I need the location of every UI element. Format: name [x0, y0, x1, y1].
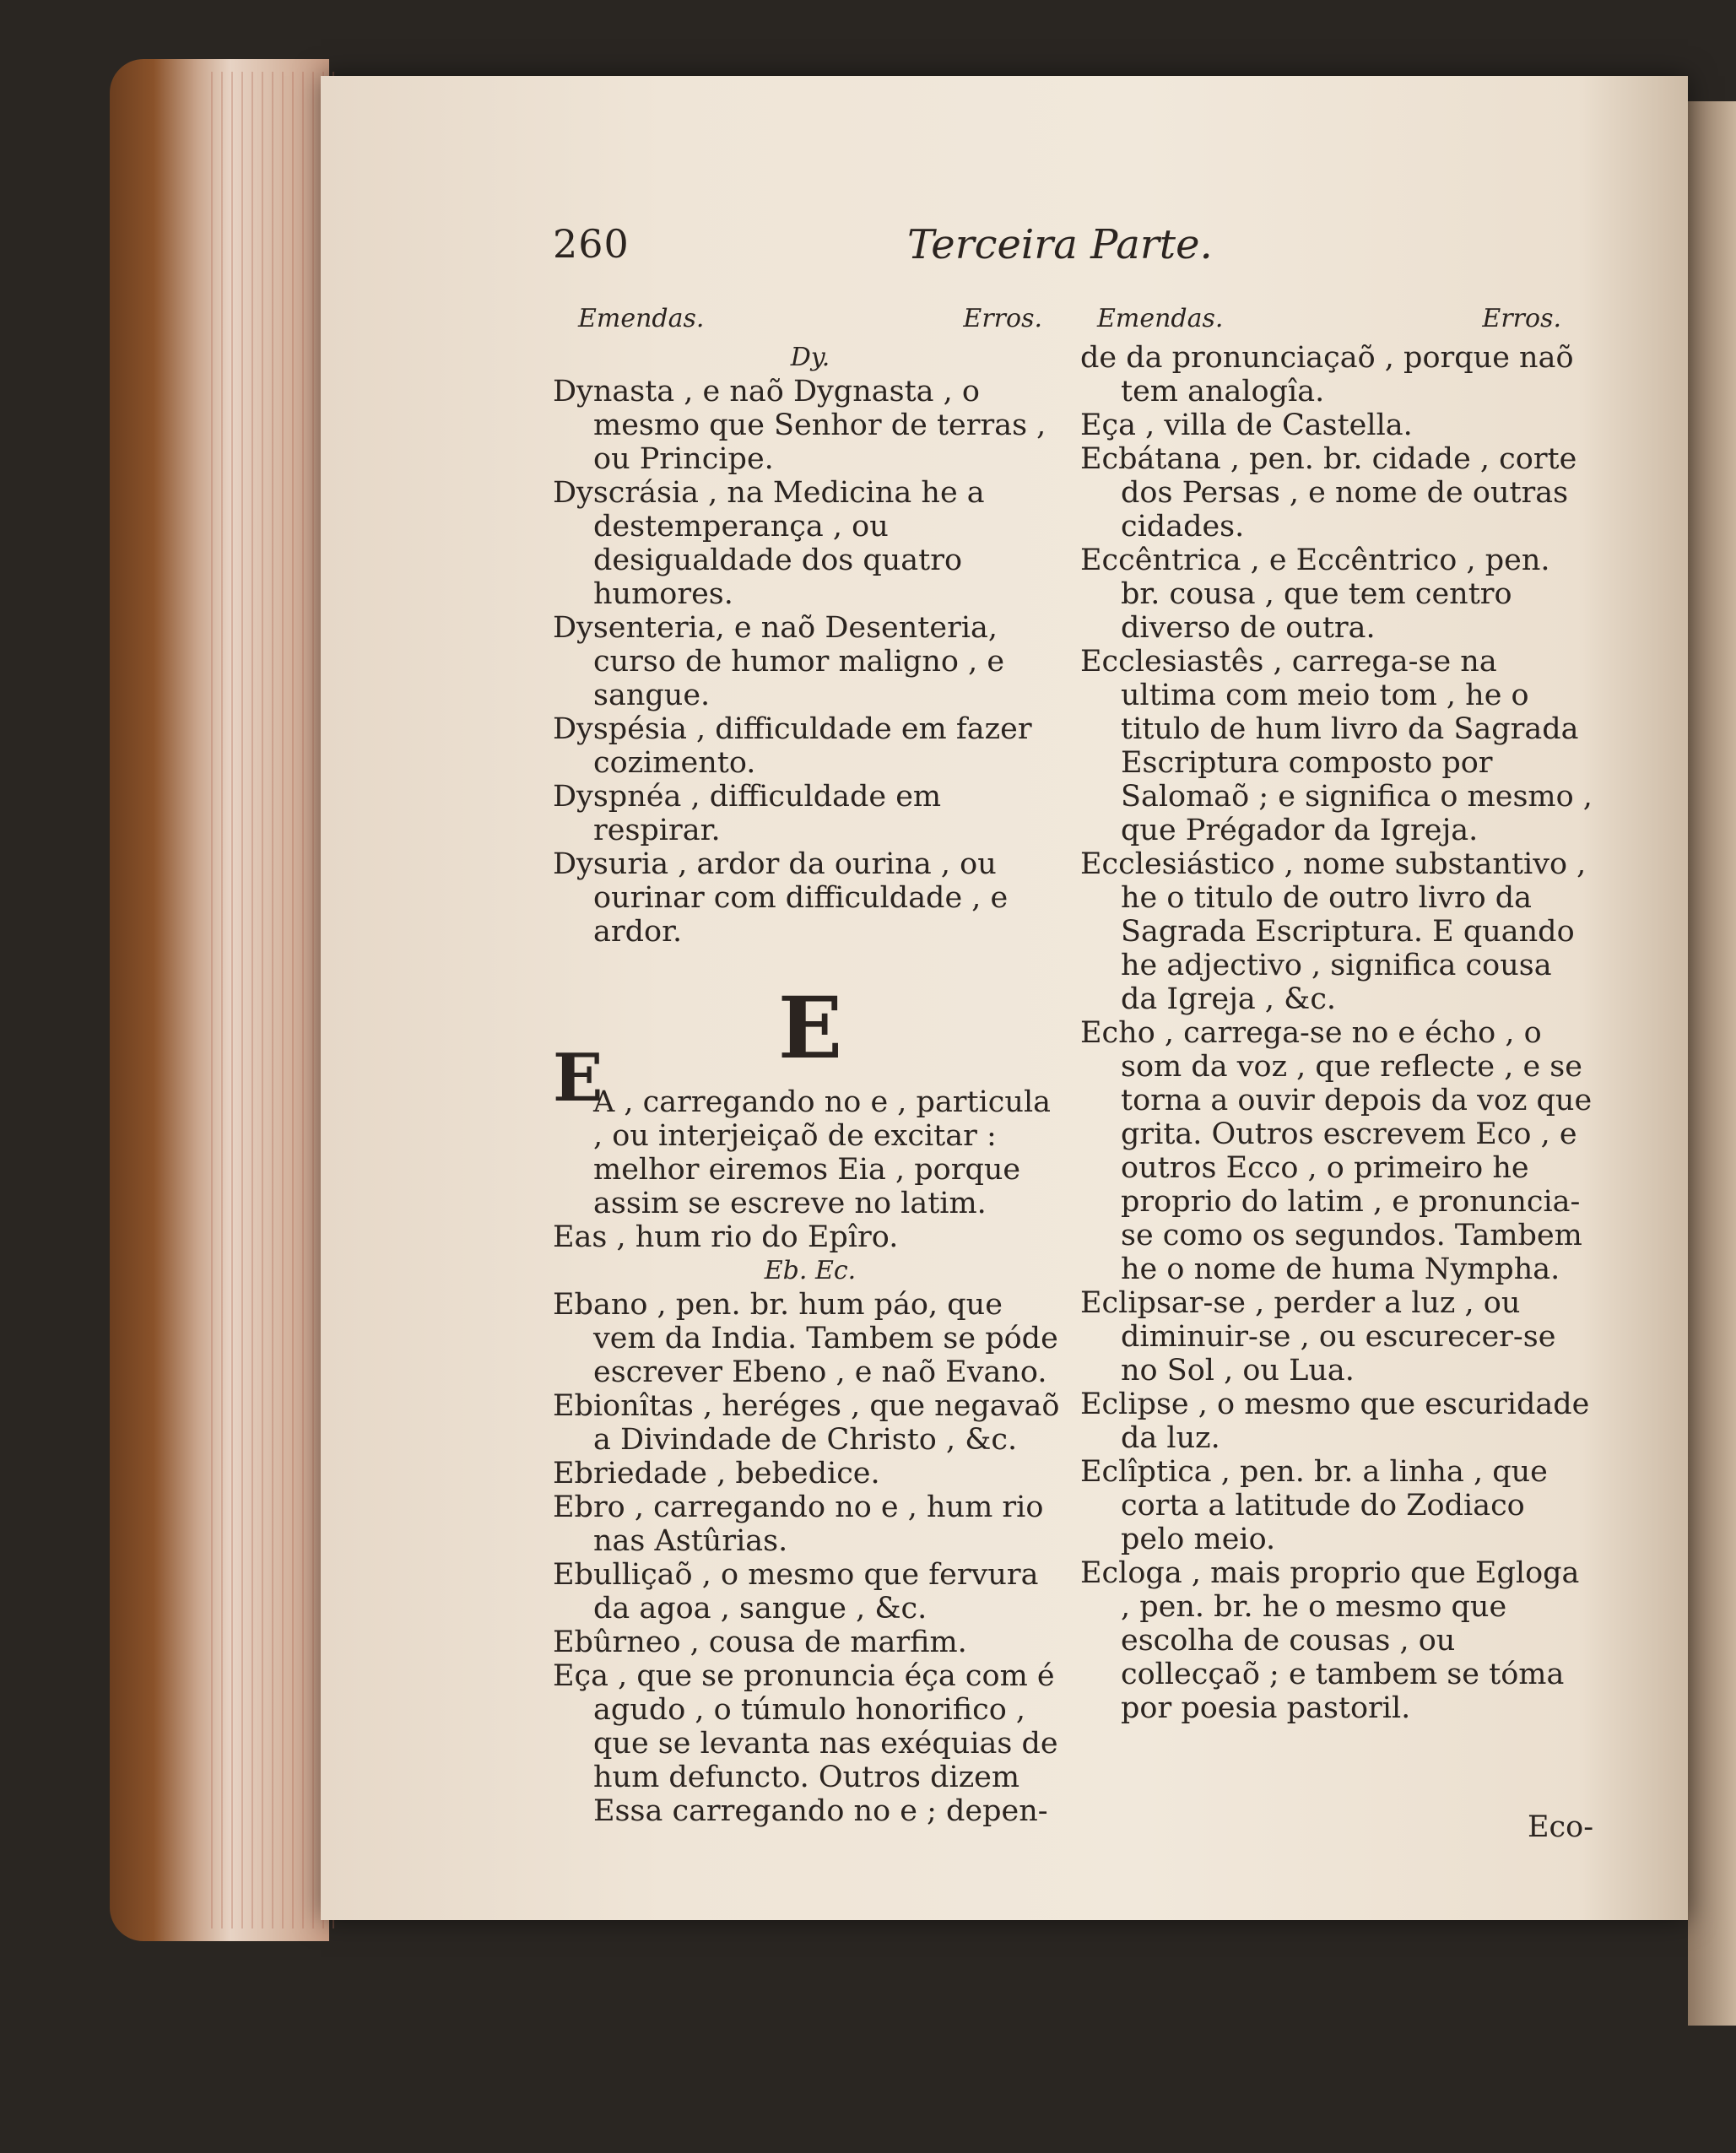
catchword: Eco- [1528, 1810, 1594, 1844]
entry: Dynasta , e naõ Dygnasta , o mesmo que Senhor de terras , ou Principe. [553, 375, 1046, 476]
page-edges [211, 72, 338, 1929]
facing-page-edge [1688, 101, 1736, 2026]
entry: Ebano , pen. br. hum páo, que vem da India. Tambem se póde escrever Ebeno , e naõ Evano. [553, 1288, 1058, 1389]
entry: Ebionîtas , heréges , que negavaõ a Divindade de Christo , &c. [553, 1389, 1060, 1457]
entry: Dysenteria, e naõ Desenteria, curso de humor maligno , e sangue. [553, 611, 1005, 712]
entry: Dyspnéa , difficuldade em respirar. [553, 780, 942, 847]
left-column [553, 304, 1068, 1828]
header-erros: Erros. [963, 304, 1042, 333]
entry: de da pronunciaçaõ , porque naõ tem analogîa. [1080, 341, 1574, 408]
right-column [1080, 304, 1595, 1725]
entry: Ebro , carregando no e , hum rio nas Astûrias. [553, 1490, 1044, 1558]
running-head [553, 221, 1253, 272]
page-number: 260 [553, 221, 630, 267]
header-emendas: Emendas. [578, 304, 705, 333]
running-title: Terceira Parte. [907, 221, 1213, 268]
drop-cap: E [553, 1040, 603, 1117]
entry: Dyscrásia , na Medicina he a destemperança , ou desigualdade dos quatro humores. [553, 476, 985, 611]
header-emendas: Emendas. [1097, 304, 1224, 333]
entry: Eclipse , o mesmo que escuridade da luz. [1080, 1388, 1590, 1455]
entry: Ebriedade , bebedice. [553, 1457, 880, 1490]
dropcap-entry-text: A , carregando no e , particula , ou interjeiçaõ de excitar : melhor eiremos Eia , porque assim se escreve no latim. [593, 1085, 1052, 1220]
entry: Ecbátana , pen. br. cidade , corte dos Persas , e nome de outras cidades. [1080, 442, 1577, 544]
entry: Eça , villa de Castella. [1080, 408, 1413, 442]
entry: Dyspésia , difficuldade em fazer cozimento. [553, 712, 1032, 780]
column-headers [1080, 304, 1595, 341]
entry: Ebulliçaõ , o mesmo que fervura da agoa , sangue , &c. [553, 1558, 1039, 1626]
entry: Eccêntrica , e Eccêntrico , pen. br. cousa , que tem centro diverso de outra. [1080, 544, 1550, 645]
entry: Echo , carrega-se no e écho , o som da voz , que reflecte , e se torna a ouvir depois da voz que grita. Outros escrevem Eco , e outros Ecco , o primeiro he proprio do latim , e pronuncia-se como os segundos. Tambem he o nome de huma Nympha. [1080, 1016, 1593, 1286]
entry: Eas , hum rio do Epîro. [553, 1220, 899, 1254]
subhead-eb-ec: Eb. Ec. [764, 1256, 857, 1285]
entry: Dysuria , ardor da ourina , ou ourinar com difficuldade , e ardor. [553, 847, 1009, 949]
entry: Eça , que se pronuncia éça com é agudo , o túmulo honorifico , que se levanta nas exéquias de hum defuncto. Outros dizem Essa carregando no e ; depen- [553, 1659, 1058, 1828]
entry: Ecclesiastês , carrega-se na ultima com meio tom , he o titulo de hum livro da Sagrada Escriptura composto por Salomaõ ; e significa o mesmo , que Prégador da Igreja. [1080, 645, 1593, 847]
entry: Eclîptica , pen. br. a linha , que corta a latitude do Zodiaco pelo meio. [1080, 1455, 1548, 1556]
entry: Ecclesiástico , nome substantivo , he o titulo de outro livro da Sagrada Escriptura. E quando he adjectivo , significa cousa da Igreja , &c. [1080, 847, 1587, 1016]
column-headers [553, 304, 1068, 341]
section-letter: E [777, 978, 843, 1078]
entry: Ebûrneo , cousa de marfim. [553, 1626, 967, 1659]
entry: Eclipsar-se , perder a luz , ou diminuir-se , ou escurecer-se no Sol , ou Lua. [1080, 1286, 1556, 1388]
header-erros: Erros. [1482, 304, 1561, 333]
subhead-dy: Dy. [790, 343, 830, 372]
entry: Ecloga , mais proprio que Egloga , pen. br. he o mesmo que escolha de cousas , ou collecçaõ ; e tambem se tóma por poesia pastoril. [1080, 1556, 1580, 1725]
dropcap-entry [553, 1040, 1068, 1220]
